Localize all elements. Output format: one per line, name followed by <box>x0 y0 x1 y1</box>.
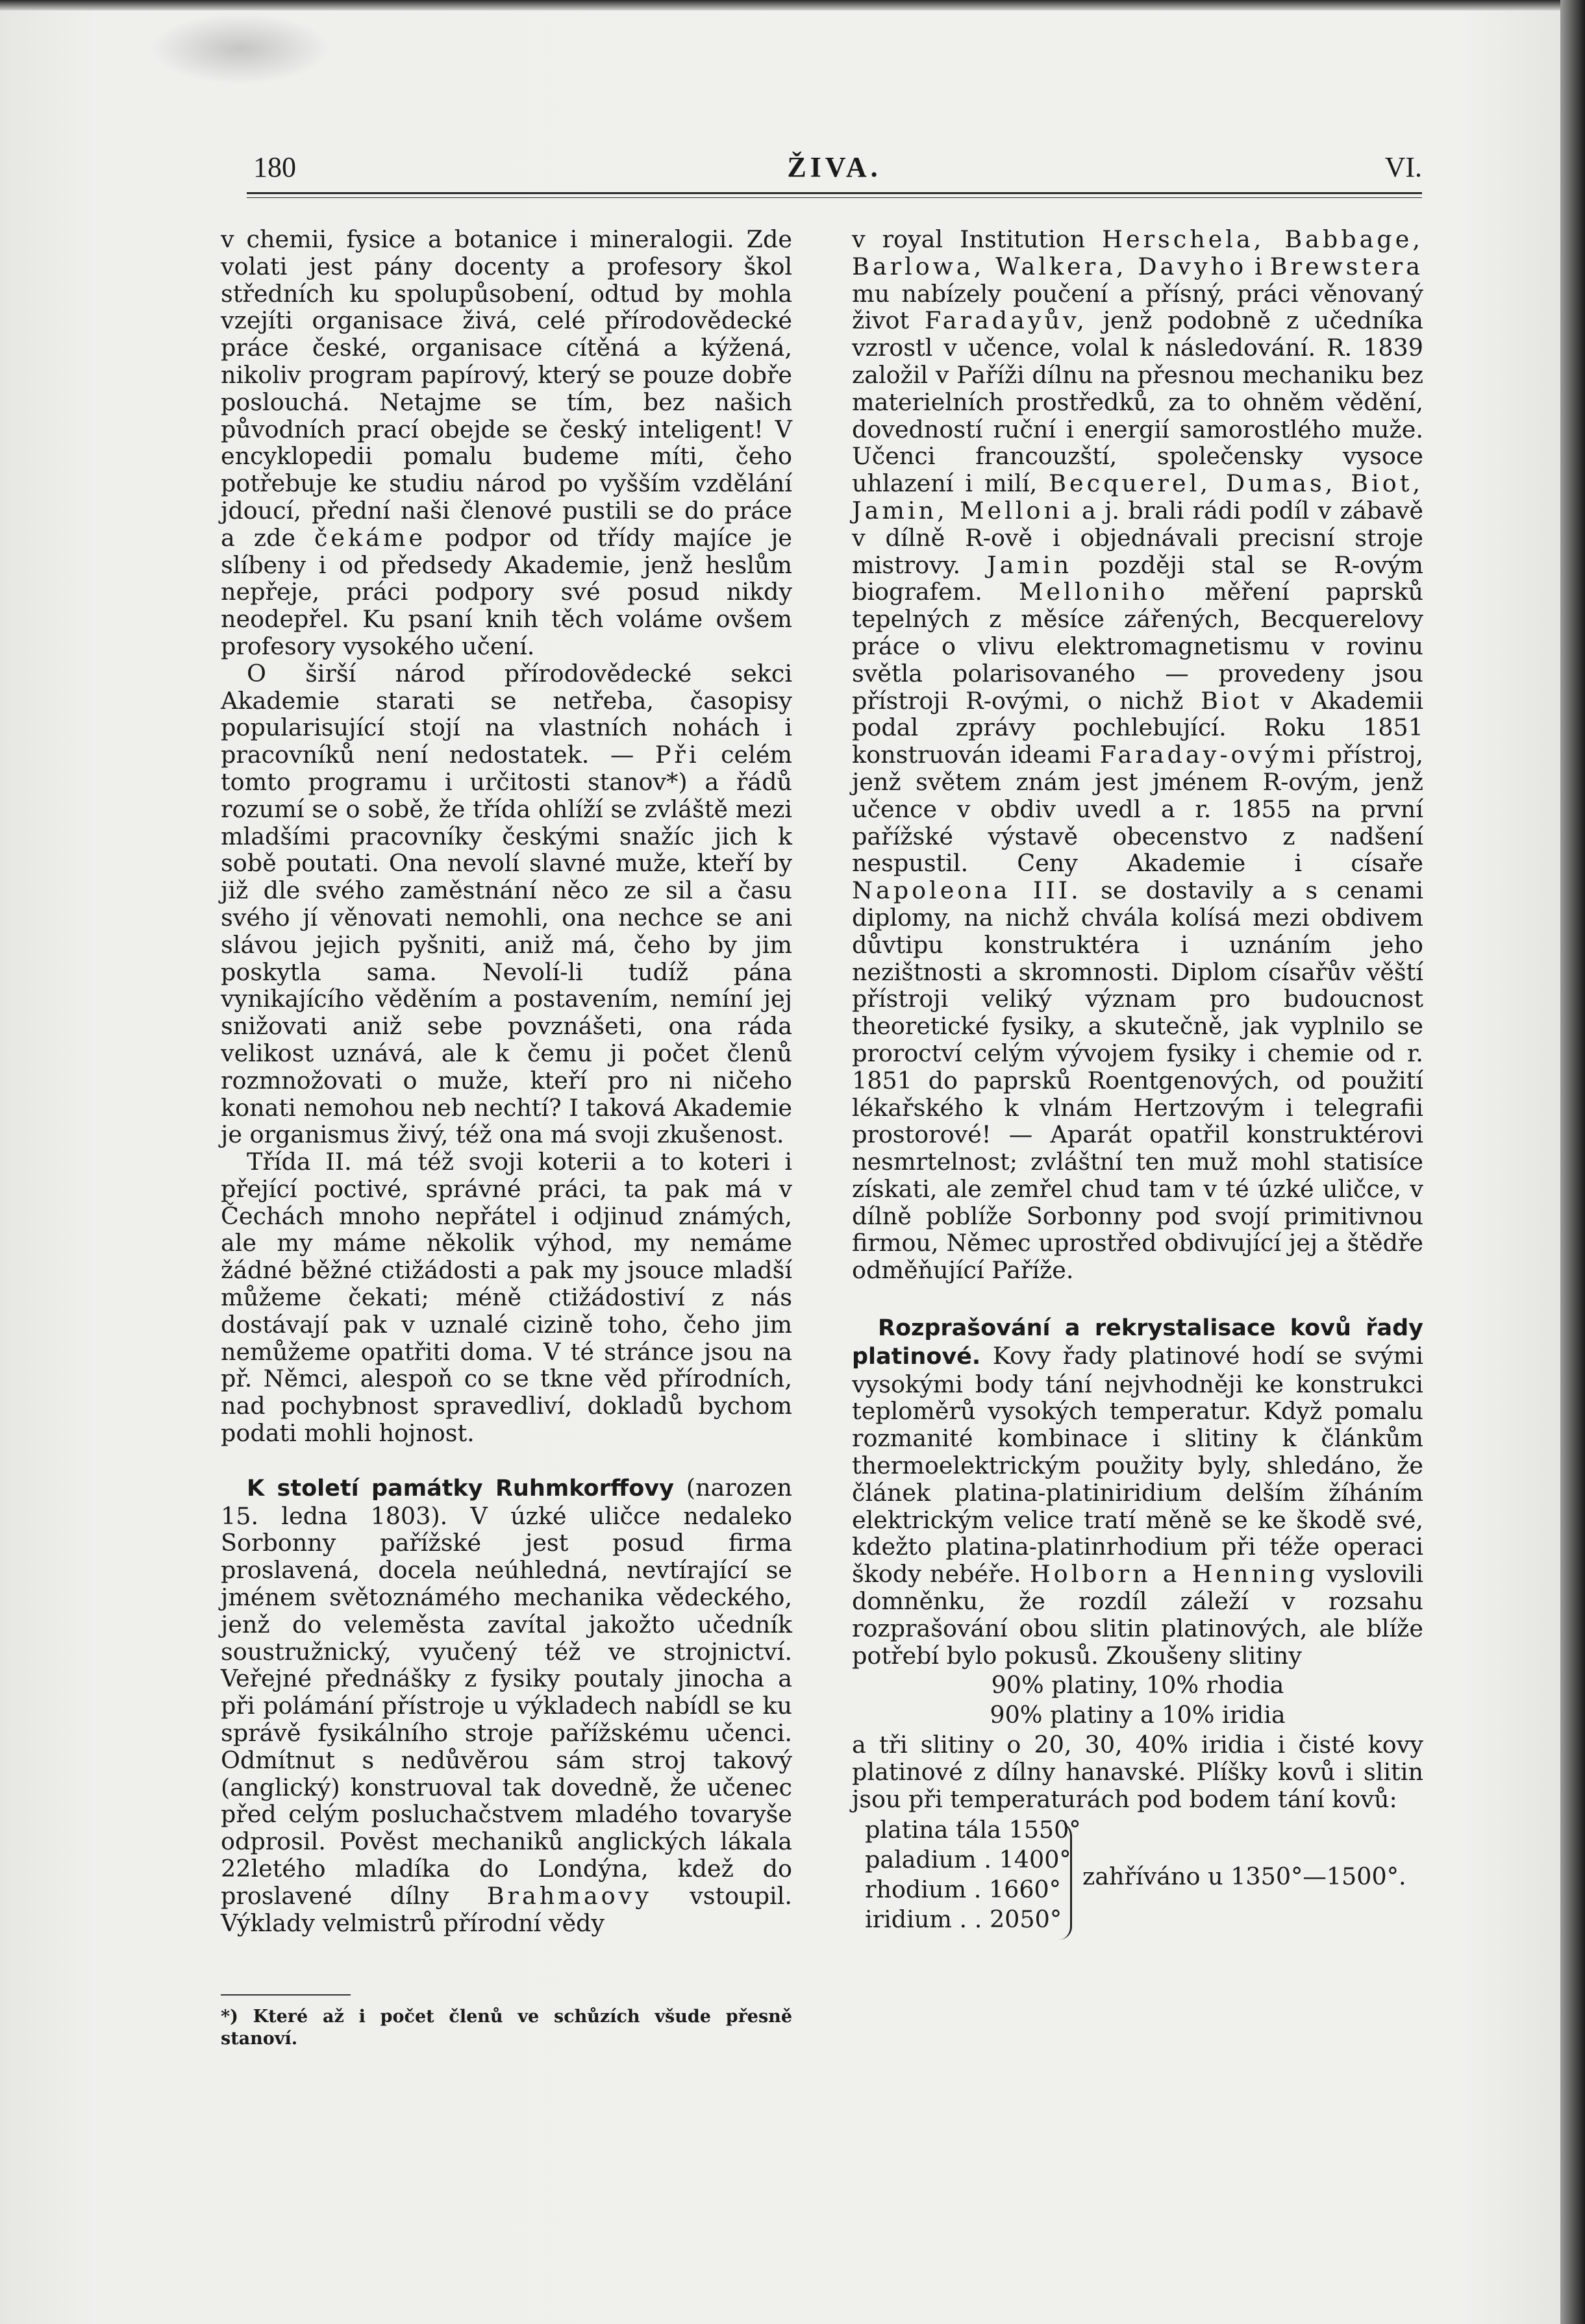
left-column <box>221 226 792 1936</box>
page-top-shadow <box>0 0 1585 10</box>
table-row: rhodium . 1660° <box>865 1875 1062 1904</box>
alloy-formula: 90% platiny a 10% iridia <box>990 1701 1286 1729</box>
table-note: zahříváno u 1350°—1500°. <box>1082 1862 1406 1891</box>
table-row: iridium . . 2050° <box>865 1905 1062 1934</box>
section-platinum: Rozprašování a rekrystalisace kovů řady platinové. Kovy řady platinové hodí se svými vysokými body tání nejvhodněji ke konstrukci teploměrů vysokých temperatur. Když pomalu rozmanité kombinace i slitiny k článkům thermoelektrickým použity byly, shledáno, že článek platina-platiniridium delším žíháním elektrickým velice tratí měně se ke škodě své, kdežto platina-platinrhodium při téže operaci škody nebéře. Holborn a Henning vyslovili domněnku, že rozdíl záleží v rozsahu rozprašování obou slitin platinových, ale blíže potřebí bylo pokusů. Zkoušeny slitiny <box>852 1315 1424 1670</box>
paragraph: v chemii, fysice a botanice i mineralogii. Zde volati jest pány docenty a profesory škol středních ku spolupůsobení, odtud by mohla vzejíti organisace živá, celé přírodovědecké práce české, organisace cítěná a kýžená, nikoliv program papírový, který se pouze dobře poslouchá. Netajme se tím, bez našich původních prací obejde se český inteligent! V encyklopedii pomalu budeme míti, čeho potřebuje ke studiu národ po vyšším vzdělání jdoucí, přední naši členové pustili se do práce a zde čekáme podpor od třídy majíce je slíbeny i od předsedy Akademie, jenž heslům nepřeje, práci podpory své posud nikdy neodepřel. Ku psaní knih těch voláme ovšem profesory vysokého učení. <box>221 225 792 660</box>
right-column <box>852 226 1423 1953</box>
table-row: paladium . 1400° <box>865 1846 1071 1874</box>
paragraph: O širší národ přírodovědecké sekci Akademie starati se netřeba, časopisy popularisující stojí na vlastních nohách i pracovníků není nedostatek. — Při celém tomto programu i určitosti stanov*) a řádů rozumí se o sobě, že třída ohlíží se zvláště mezi mladšími pracovníky českými snažíc jich k sobě poutati. Ona nevolí slavné muže, kteří by již dle svého zaměstnání něco ze sil a času svého jí věnovati nemohli, ona nechce se ani slávou jejich pyšniti, aniž má, čeho by jim poskytla sama. Nevolí-li tudíž pána vynikajícího věděním a postavením, nemíní jej snižovati aniž sebe povznášeti, ona ráda velikost uznává, ale k čemu ji počet členů rozmnožovati o muže, kteří pro ni ničeho konati nemohou neb nechtí? I taková Akademie je organismus živý, též ona má svoji zkušenost. <box>221 659 792 1149</box>
section-heading: Rozprašování a rekrystalisace kovů řady platinové. <box>852 1315 1423 1370</box>
page-binding-shadow <box>1560 0 1585 2324</box>
page-number: 180 <box>253 151 296 183</box>
alloy-formula: 90% platiny, 10% rhodia <box>991 1671 1284 1700</box>
running-header <box>247 151 1422 190</box>
brace <box>1058 1823 1072 1940</box>
footnote: *) Které až i počet členů ve schůzích všude přesně stanoví. <box>221 2007 792 2049</box>
paragraph: v royal Institution Herschela, Babbage, Barlowa, Walkera, Davyho i Brewstera mu nabízely poučení a přísný, práci věnovaný život Faradayův, jenž podobně z učedníka vzrostl v učence, volal k následování. R. 1839 založil v Paříži dílnu na přesnou mechaniku bez materielních prostředků, za to ohněm vědění, dovedností ruční i energií samorostlého muže. Učenci francouzští, společensky vysoce uhlazení i milí, Becquerel, Dumas, Biot, Jamin, Melloni a j. brali rádi podíl v zábavě v dílně R-ově i objednávali precisní stroje mistrovy. Jamin později stal se R-ovým biografem. Melloniho měření paprsků tepelných z měsíce zářených, Becquerelovy práce o vlivu elektromagnetismu v rovinu světla polarisovaného — provedeny jsou přístroji R-ovými, o nichž Biot v Akademii podal zprávy pochlebující. Roku 1851 konstruován ideami Faraday-ovými přístroj, jenž světem znám jest jménem R-ovým, jenž učence v obdiv uvedl a r. 1855 na první pařížské výstavě obecenstvo z nadšení nespustil. Ceny Akademie i císaře Napoleona III. se dostavily a s cenami diplomy, na nichž chvála kolísá mezi obdivem důvtipu konstruktéra i uznáním jeho nezištnosti a skromnosti. Diplom císařův věští přístroji veliký význam pro budoucnost theoretické fysiky, a skutečně, jak vyplnilo se proroctví celým vývojem fysiky i chemie od r. 1851 do paprsků Roentgenových, od použití lékařského k vlnám Hertzovým i telegrafii prostorové! — Aparát opatřil konstruktérovi nesmrtelnost; zvláštní ten muž mohl statisíce získati, ale zemřel chud tam v té úzké uličce, v dílně poblíže Sorbonny pod svojí primitivnou firmou, Němec uprostřed obdivující jej a štědře odměňující Paříže. <box>852 225 1424 1285</box>
footnote-rule <box>221 1994 351 1996</box>
section-heading: K století památky Ruhmkorffovy <box>247 1475 674 1502</box>
section-ruhmkorff: K století památky Ruhmkorffovy (narozen 15. ledna 1803). V úzké uličce nedaleko Sorbonny pařížské jest posud firma proslavená, docela neúhledná, nevtírající se jménem světoznámého mechanika vědeckého, jenž do veleměsta zavítal jakožto učedník soustružnický, vyučený též ve strojnictví. Veřejné přednášky z fysiky poutaly jinocha a při polámání přístroje u výkladech nabídl se ku správě fysikálního stroje pařížskému učenci. Odmítnut s nedůvěrou sám stroj takový (anglický) konstruoval tak dovedně, že učenec před celým posluchačstvem mladého tovaryše odprosil. Pověst mechaniků anglických lákala 22letého mladíka do Londýna, kdež do proslavené dílny Brahmaovy vstoupil. Výklady velmistrů přírodní vědy <box>221 1473 792 1937</box>
paragraph: Třída II. má též svoji koterii a to koteri i přející poctivé, správné práci, ta pak má v Čechách mnoho nepřátel i odjinud známých, ale my máme několik výhod, my nemáme žádné běžné ctižádosti a pak my jsouce mladší můžeme čekati; méně ctižádostiví z nás dostávají pak v uznalé cizině toho, čeho jim nemůžeme opatřiti doma. V té stránce jsou na př. Němci, alespoň co se tkne věd přírodních, nad pochybnost spravedliví, dokladů bychom podati mohli hojnost. <box>221 1148 792 1448</box>
table-row: platina tála 1550° <box>865 1816 1081 1844</box>
paragraph: a tři slitiny o 20, 30, 40% iridia i čisté kovy platinové z dílny hanavské. Plíšky kovů i slitin jsou při temperaturách pod bodem tání kovů: <box>852 1731 1423 1813</box>
journal-title: ŽIVA. <box>787 151 882 183</box>
volume-number: VI. <box>1384 151 1422 183</box>
scan-smudge <box>149 13 331 84</box>
melting-point-table <box>852 1816 1423 1953</box>
header-rule <box>247 192 1422 198</box>
